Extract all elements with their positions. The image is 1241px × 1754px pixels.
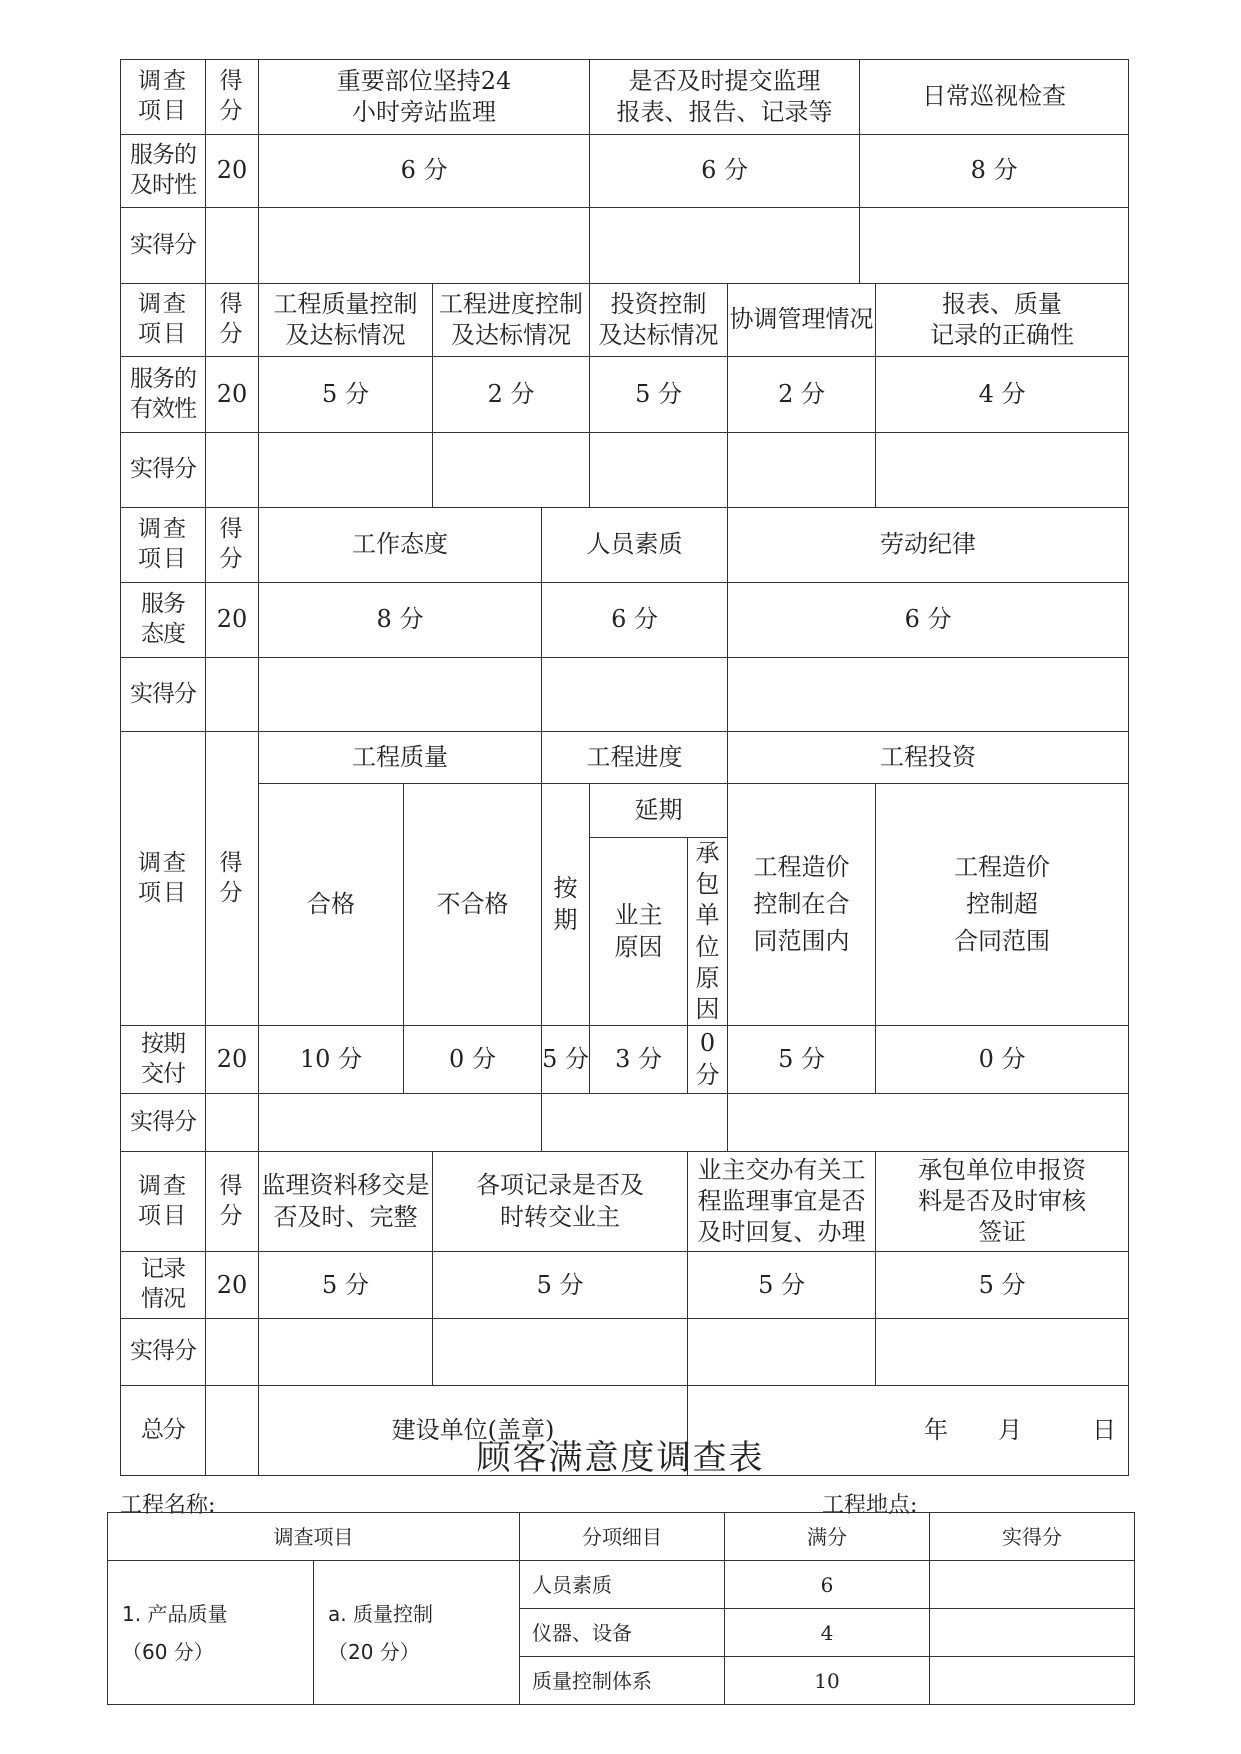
detail-actual-input[interactable] xyxy=(930,1609,1135,1657)
total-score: 20 xyxy=(206,1026,259,1094)
total-label: 总分 xyxy=(121,1386,206,1476)
actual-score-input[interactable] xyxy=(259,1094,542,1152)
actual-score-input[interactable] xyxy=(259,433,433,508)
score-cell: 5 分 xyxy=(433,1252,688,1319)
score-cell: 4 分 xyxy=(876,357,1129,433)
score-cell: 0 分 xyxy=(688,1026,728,1094)
actual-score-label: 实得分 xyxy=(121,433,206,508)
score-cell: 3 分 xyxy=(590,1026,688,1094)
survey-item: 1. 产品质量 （60 分） xyxy=(108,1561,314,1705)
criterion: 劳动纪律 xyxy=(728,508,1129,583)
actual-score-input[interactable] xyxy=(206,1319,259,1386)
actual-score-label: 实得分 xyxy=(121,1319,206,1386)
header-item: 调查 项目 xyxy=(121,732,206,1026)
quality-fail: 不合格 xyxy=(404,784,542,1026)
month-label: 月 xyxy=(998,1416,1023,1445)
group-quality: 工程质量 xyxy=(259,732,542,784)
criterion: 承包单位申报资 料是否及时审核 签证 xyxy=(876,1152,1129,1252)
detail-full-score: 10 xyxy=(725,1657,930,1705)
row-label: 记录 情况 xyxy=(121,1252,206,1319)
total-score: 20 xyxy=(206,357,259,433)
criterion: 监理资料移交是 否及时、完整 xyxy=(259,1152,433,1252)
actual-score-label: 实得分 xyxy=(121,1094,206,1152)
total-score: 20 xyxy=(206,1252,259,1319)
header-score: 得 分 xyxy=(206,284,259,357)
header-score: 得 分 xyxy=(206,1152,259,1252)
day-label: 日 xyxy=(1092,1416,1117,1445)
header-item: 调查 项目 xyxy=(121,60,206,135)
score-cell: 6 分 xyxy=(259,135,590,208)
survey-table xyxy=(107,1512,1135,1705)
score-cell: 10 分 xyxy=(259,1026,404,1094)
actual-score-input[interactable] xyxy=(542,1094,728,1152)
actual-score-input[interactable] xyxy=(876,1319,1129,1386)
detail-name: 人员素质 xyxy=(520,1561,725,1609)
actual-score-input[interactable] xyxy=(433,433,590,508)
actual-score-input[interactable] xyxy=(206,208,259,284)
project-location-label: 工程地点: xyxy=(822,1493,918,1518)
col-header-subitem: 分项细目 xyxy=(520,1513,725,1561)
col-header-full-score: 满分 xyxy=(725,1513,930,1561)
total-score: 20 xyxy=(206,583,259,658)
cost-over-contract: 工程造价 控制超 合同范围 xyxy=(876,784,1129,1026)
actual-score-input[interactable] xyxy=(206,658,259,732)
criterion: 人员素质 xyxy=(542,508,728,583)
score-cell: 6 分 xyxy=(542,583,728,658)
criterion: 工作态度 xyxy=(259,508,542,583)
row-label: 按期 交付 xyxy=(121,1026,206,1094)
score-cell: 5 分 xyxy=(688,1252,876,1319)
col-header-actual-score: 实得分 xyxy=(930,1513,1135,1561)
score-cell: 5 分 xyxy=(542,1026,590,1094)
actual-score-input[interactable] xyxy=(590,433,728,508)
total-score: 20 xyxy=(206,135,259,208)
row-label: 服务的 及时性 xyxy=(121,135,206,208)
actual-score-input[interactable] xyxy=(728,658,1129,732)
detail-name: 质量控制体系 xyxy=(520,1657,725,1705)
actual-score-input[interactable] xyxy=(688,1319,876,1386)
delay-owner-reason: 业主 原因 xyxy=(590,838,688,1026)
criterion: 工程进度控制 及达标情况 xyxy=(433,284,590,357)
on-time: 按期 xyxy=(542,784,590,1026)
row-label: 服务的 有效性 xyxy=(121,357,206,433)
cost-within-contract: 工程造价 控制在合 同范围内 xyxy=(728,784,876,1026)
quality-pass: 合格 xyxy=(259,784,404,1026)
detail-name: 仪器、设备 xyxy=(520,1609,725,1657)
score-cell: 6 分 xyxy=(590,135,860,208)
group-investment: 工程投资 xyxy=(728,732,1129,784)
actual-score-input[interactable] xyxy=(433,1319,688,1386)
score-cell: 8 分 xyxy=(259,583,542,658)
header-item: 调查 项目 xyxy=(121,1152,206,1252)
header-score: 得 分 xyxy=(206,508,259,583)
criterion: 各项记录是否及 时转交业主 xyxy=(433,1152,688,1252)
project-name-label: 工程名称: xyxy=(120,1493,216,1518)
score-cell: 5 分 xyxy=(876,1252,1129,1319)
actual-score-input[interactable] xyxy=(860,208,1129,284)
actual-score-input[interactable] xyxy=(876,433,1129,508)
score-cell: 5 分 xyxy=(259,357,433,433)
delay-contractor-reason: 承包单 位原因 xyxy=(688,838,728,1026)
score-cell: 5 分 xyxy=(728,1026,876,1094)
criterion: 报表、质量 记录的正确性 xyxy=(876,284,1129,357)
score-cell: 5 分 xyxy=(259,1252,433,1319)
detail-full-score: 6 xyxy=(725,1561,930,1609)
actual-score-input[interactable] xyxy=(259,208,590,284)
score-cell: 2 分 xyxy=(728,357,876,433)
survey-subitem: a. 质量控制 （20 分） xyxy=(314,1561,520,1705)
criterion: 是否及时提交监理 报表、报告、记录等 xyxy=(590,60,860,135)
header-item: 调查 项目 xyxy=(121,508,206,583)
actual-score-input[interactable] xyxy=(728,433,876,508)
header-score: 得 分 xyxy=(206,732,259,1026)
score-cell: 8 分 xyxy=(860,135,1129,208)
actual-score-label: 实得分 xyxy=(121,658,206,732)
evaluation-table xyxy=(120,59,1129,1476)
actual-score-input[interactable] xyxy=(206,1094,259,1152)
year-label: 年 xyxy=(924,1416,949,1445)
detail-full-score: 4 xyxy=(725,1609,930,1657)
actual-score-input[interactable] xyxy=(259,1319,433,1386)
delay-header: 延期 xyxy=(590,784,728,838)
criterion: 业主交办有关工 程监理事宜是否 及时回复、办理 xyxy=(688,1152,876,1252)
actual-score-input[interactable] xyxy=(542,658,728,732)
criterion: 投资控制 及达标情况 xyxy=(590,284,728,357)
col-header-item: 调查项目 xyxy=(108,1513,520,1561)
survey-title: 顾客满意度调查表 xyxy=(476,1438,765,1478)
group-progress: 工程进度 xyxy=(542,732,728,784)
criterion: 日常巡视检查 xyxy=(860,60,1129,135)
actual-score-label: 实得分 xyxy=(121,208,206,284)
score-cell: 0 分 xyxy=(404,1026,542,1094)
actual-score-input[interactable] xyxy=(590,208,860,284)
actual-score-input[interactable] xyxy=(206,433,259,508)
score-cell: 5 分 xyxy=(590,357,728,433)
detail-actual-input[interactable] xyxy=(930,1561,1135,1609)
header-score: 得 分 xyxy=(206,60,259,135)
criterion: 工程质量控制 及达标情况 xyxy=(259,284,433,357)
score-cell: 2 分 xyxy=(433,357,590,433)
header-item: 调查 项目 xyxy=(121,284,206,357)
seal-label: 建设单位(盖章) xyxy=(259,1386,688,1476)
score-cell: 0 分 xyxy=(876,1026,1129,1094)
row-label: 服务 态度 xyxy=(121,583,206,658)
actual-score-input[interactable] xyxy=(259,658,542,732)
detail-actual-input[interactable] xyxy=(930,1657,1135,1705)
score-cell: 6 分 xyxy=(728,583,1129,658)
actual-score-input[interactable] xyxy=(728,1094,1129,1152)
criterion: 重要部位坚持24 小时旁站监理 xyxy=(259,60,590,135)
criterion: 协调管理情况 xyxy=(728,284,876,357)
